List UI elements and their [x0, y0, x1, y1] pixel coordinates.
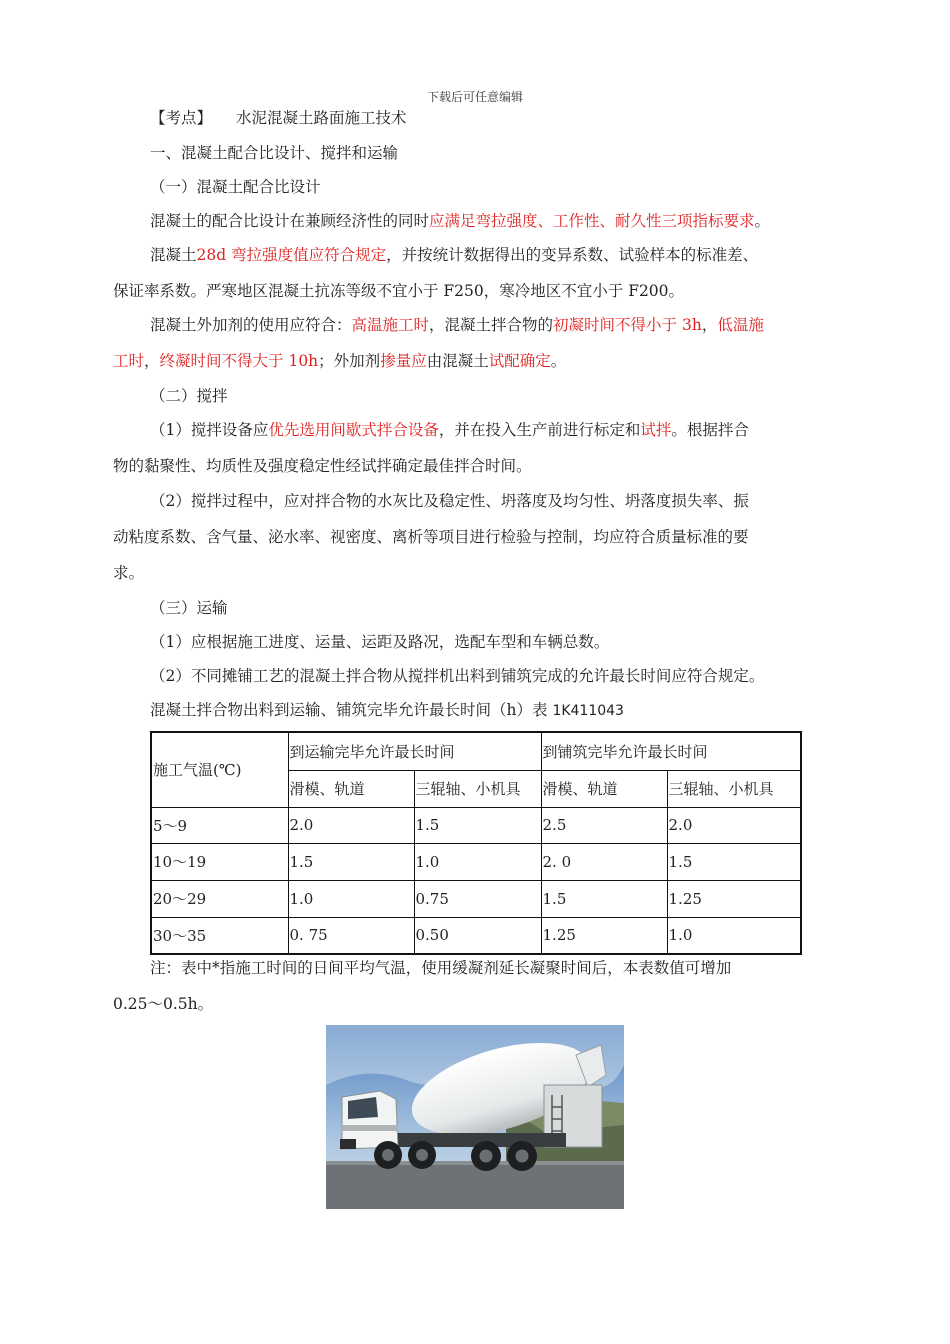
- paragraph-admixture: [150, 314, 764, 336]
- highlight-text: 初凝时间不得小于 3h: [553, 316, 702, 334]
- table-note-1: 注：表中*指施工时间的日间平均气温，使用缓凝剂延长凝聚时间后，本表数值可增加: [150, 959, 732, 977]
- paragraph-flexural-strength: [150, 244, 758, 266]
- text-run: 混凝土外加剂的使用应符合：: [150, 316, 352, 334]
- highlight-text: 试配确定: [488, 352, 551, 370]
- table-cell: 2.0: [288, 807, 414, 843]
- caption-table-number: 1K411043: [552, 703, 624, 719]
- highlight-text: 高温施工时: [351, 316, 430, 334]
- page-header-note: 下载后可任意编辑: [426, 90, 523, 104]
- table-cell: 0. 75: [288, 917, 414, 954]
- table-cell: 1.0: [667, 917, 801, 954]
- highlight-text: 28d 弯拉强度值应符合规定: [196, 246, 387, 264]
- table-cell: 0.50: [414, 917, 541, 954]
- text-run: ，: [144, 352, 160, 370]
- subheader-cell: 滑模、轨道: [541, 770, 667, 807]
- table-caption: [150, 699, 624, 722]
- table-cell: 1.25: [541, 917, 667, 954]
- header-temperature: 施工气温(℃): [151, 732, 288, 807]
- paragraph-mixing-control-2: 动粘度系数、含气量、泌水率、视密度、离析等项目进行检验与控制，均应符合质量标准的要: [113, 528, 749, 546]
- table-cell: 5～9: [151, 807, 288, 843]
- text-run: ，并按统计数据得出的变异系数、试验样本的标准差、: [386, 246, 759, 264]
- highlight-text: 工时: [113, 352, 145, 370]
- paragraph-mixing-control-1: （2）搅拌过程中，应对拌合物的水灰比及稳定性、坍落度及均匀性、坍落度损失率、振: [150, 492, 749, 510]
- subsection-heading-mixing: （二）搅拌: [150, 387, 228, 405]
- text-run: ，并在投入生产前进行标定和: [438, 421, 641, 439]
- table-row: [151, 917, 801, 954]
- text-run: 由混凝土: [426, 352, 489, 370]
- header-group-paving: 到铺筑完毕允许最长时间: [541, 732, 801, 770]
- paragraph-mixing-control-3: 求。: [113, 564, 145, 582]
- table-cell: 1.5: [667, 843, 801, 880]
- table-row: [151, 880, 801, 917]
- text-run: 。: [754, 212, 771, 230]
- subheader-cell: 三辊轴、小机具: [667, 770, 801, 807]
- text-run: 。根据拌合: [671, 421, 749, 439]
- topic-title: [150, 107, 407, 129]
- table-cell: 2.5: [541, 807, 667, 843]
- table-cell: 2.0: [667, 807, 801, 843]
- table-cell: 30～35: [151, 917, 288, 954]
- highlight-text: 终凝时间不得大于 10h: [159, 352, 319, 370]
- subheader-cell: 三辊轴、小机具: [414, 770, 541, 807]
- text-run: （1）搅拌设备应: [150, 421, 269, 439]
- table-cell: 1.5: [288, 843, 414, 880]
- table-cell: 20～29: [151, 880, 288, 917]
- text-run: ，混凝土拌合物的: [429, 316, 554, 334]
- subsection-heading-mix-design: （一）混凝土配合比设计: [150, 178, 321, 196]
- paragraph-mixing-equipment-cont: 物的黏聚性、均质性及强度稳定性经试拌确定最佳拌合时间。: [113, 457, 532, 475]
- subheader-cell: 滑模、轨道: [288, 770, 414, 807]
- table-cell: 10～19: [151, 843, 288, 880]
- table-cell: 2. 0: [541, 843, 667, 880]
- highlight-text: 低温施: [717, 316, 764, 334]
- text-run: 混凝土的配合比设计在兼顾经济性的同时: [150, 212, 430, 230]
- table-row: [151, 807, 801, 843]
- paragraph-mixing-equipment: [150, 419, 749, 441]
- table-cell: 0.75: [414, 880, 541, 917]
- paragraph-transport-2: （2）不同摊铺工艺的混凝土拌合物从搅拌机出料到铺筑完成的允许最长时间应符合规定。: [150, 667, 765, 685]
- text-run: ；外加剂: [318, 352, 381, 370]
- table-note-2: 0.25～0.5h。: [113, 995, 214, 1013]
- caption-text: 混凝土拌合物出料到运输、铺筑完毕允许最长时间（h）表: [150, 701, 548, 719]
- header-group-transport: 到运输完毕允许最长时间: [288, 732, 541, 770]
- highlight-text: 优先选用间歇式拌合设备: [268, 421, 439, 439]
- text-run: 混凝土: [150, 246, 197, 264]
- table-cell: 1.5: [541, 880, 667, 917]
- table-row: [151, 843, 801, 880]
- highlight-text: 试拌: [640, 421, 672, 439]
- table-cell: 1.5: [414, 807, 541, 843]
- concrete-mixer-truck-photo: [326, 1025, 624, 1209]
- text-run: 。: [550, 352, 567, 370]
- paragraph-mix-design: [150, 210, 770, 232]
- text-run: ，: [701, 316, 718, 334]
- highlight-text: 应满足弯拉强度、工作性、耐久性三项指标要求: [429, 212, 755, 230]
- paragraph-transport-1: （1）应根据施工进度、运量、运距及路况，选配车型和车辆总数。: [150, 633, 610, 651]
- table-cell: 1.0: [288, 880, 414, 917]
- subsection-heading-transport: （三）运输: [150, 599, 228, 617]
- paragraph-flexural-strength-cont: 保证率系数。严寒地区混凝土抗冻等级不宜小于 F250，寒冷地区不宜小于 F200。: [113, 282, 685, 300]
- highlight-text: 掺量应: [380, 352, 427, 370]
- table-cell: 1.0: [414, 843, 541, 880]
- paragraph-admixture-cont: [113, 350, 566, 372]
- transport-time-table: [150, 731, 802, 955]
- topic-text: 水泥混凝土路面施工技术: [236, 109, 407, 127]
- topic-label: 【考点】: [150, 109, 213, 127]
- section-heading-1: 一、混凝土配合比设计、搅拌和运输: [150, 144, 399, 162]
- table-cell: 1.25: [667, 880, 801, 917]
